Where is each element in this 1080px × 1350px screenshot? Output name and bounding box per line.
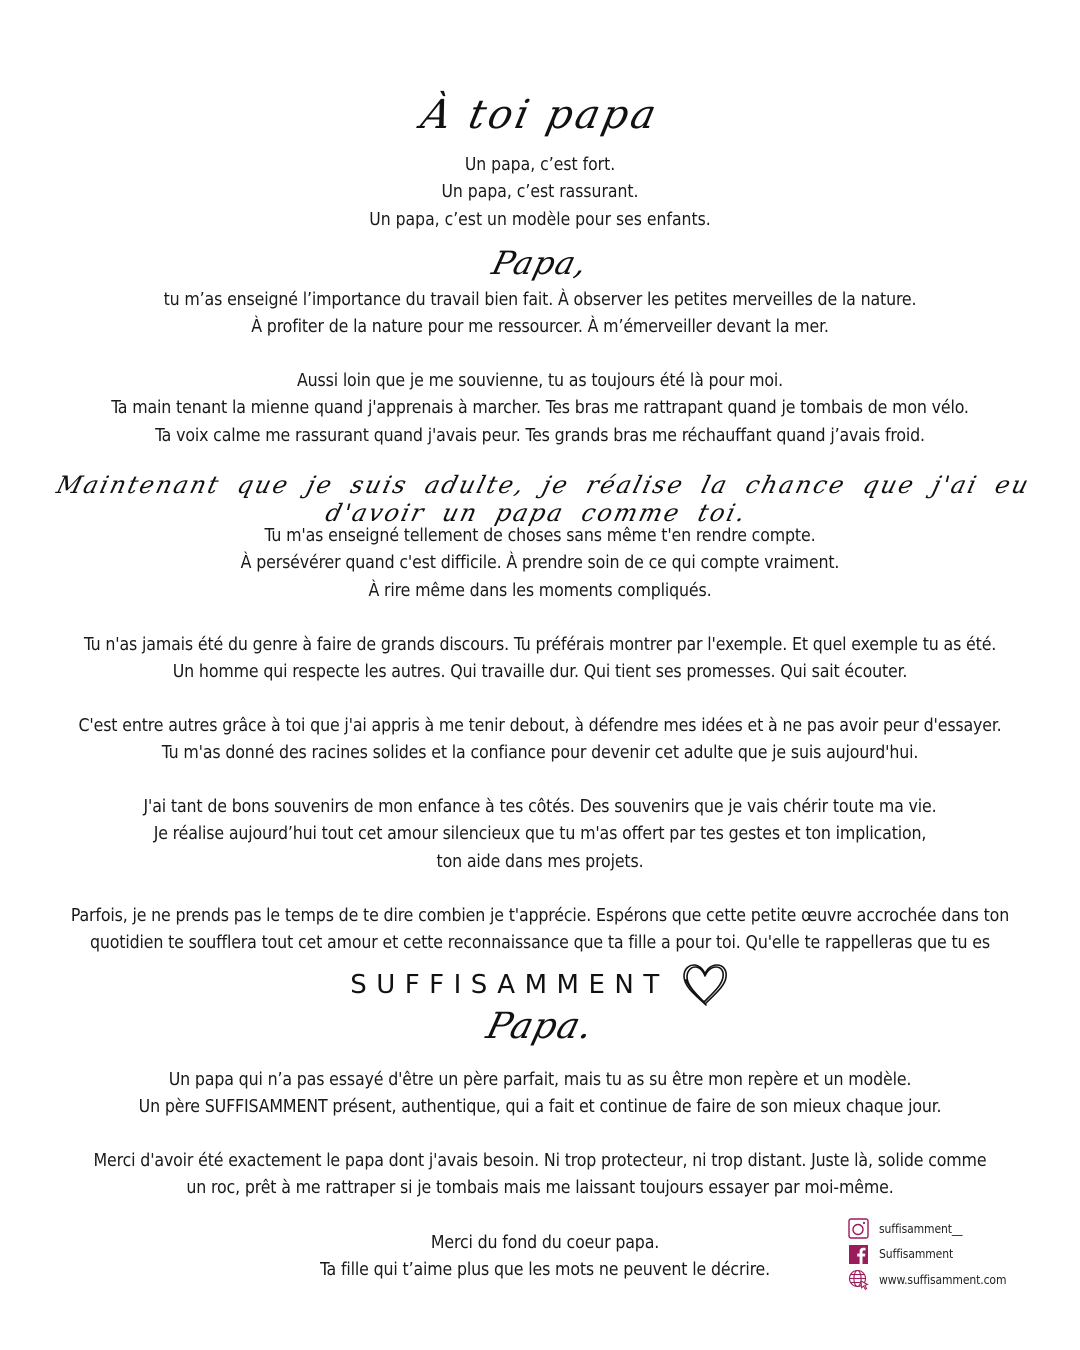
brand-name: SUFFISAMMENT	[350, 970, 669, 1000]
social-item-instagram[interactable]	[848, 1216, 1048, 1242]
brand-wordmark	[0, 962, 1080, 1006]
instagram-handle: suffisamment__	[879, 1221, 963, 1236]
paragraph-line: À rire même dans les moments compliqués.	[368, 580, 712, 601]
paragraph-line: C'est entre autres grâce à toi que j'ai appris à me tenir debout, à défendre mes idées et à ne pas avoir peur d'essayer.	[78, 716, 1002, 736]
paragraph-line: Tu n'as jamais été du genre à faire de grands discours. Tu préférais montrer par l'exemple. Et quel exemple tu as été.	[83, 635, 997, 655]
intro-lines	[0, 152, 1080, 234]
paragraph-line: un roc, prêt à me rattraper si je tombais mais me laissant toujours essayer par moi-même.	[186, 1178, 894, 1199]
paragraph	[0, 368, 1080, 450]
paragraph-line: Aussi loin que je me souvienne, tu as toujours été là pour moi.	[296, 371, 784, 391]
paragraph-line: J'ai tant de bons souvenirs de mon enfance à tes côtés. Des souvenirs que je vais chérir toute ma vie.	[143, 797, 937, 817]
social-item-website[interactable]	[848, 1267, 1048, 1293]
paragraph	[0, 287, 1080, 342]
paragraph-line: Un père SUFFISAMMENT présent, authentique, qui a fait et continue de faire de son mieux chaque jour.	[138, 1097, 942, 1118]
paragraph-line: ton aide dans mes projets.	[436, 851, 644, 872]
paragraph-line: Tu m'as enseigné tellement de choses sans même t'en rendre compte.	[264, 526, 816, 546]
globe-cursor-icon	[848, 1269, 869, 1290]
paragraph-line: À persévérer quand c'est difficile. À prendre soin de ce qui compte vraiment.	[240, 553, 840, 574]
paragraph-line: tu m’as enseigné l’importance du travail bien fait. À observer les petites merveilles de la nature.	[163, 290, 917, 310]
heart-outline-icon	[680, 962, 730, 1008]
closing-script: Papa.	[482, 1006, 598, 1047]
website-url: www.suffisamment.com	[879, 1272, 1007, 1287]
paragraph	[0, 632, 1080, 687]
intro-line: Un papa, c’est un modèle pour ses enfants.	[369, 209, 711, 230]
script-banner: Maintenant que je suis adulte, je réalise la chance que j'ai eu d'avoir un papa comme toi.	[53, 471, 1034, 527]
paragraph-line: Parfois, je ne prends pas le temps de te dire combien je t'apprécie. Espérons que cette petite œuvre accrochée dans ton	[70, 906, 1010, 926]
paragraph	[0, 903, 1080, 958]
intro-line: Un papa, c’est fort.	[464, 155, 616, 175]
page-title: À toi papa	[417, 92, 663, 138]
paragraph	[0, 794, 1080, 876]
social-links	[848, 1216, 1048, 1293]
social-item-facebook[interactable]	[848, 1242, 1048, 1268]
paragraph-line: Merci d'avoir été exactement le papa dont j'avais besoin. Ni trop protecteur, ni trop distant. Juste là, solide comme	[93, 1151, 987, 1171]
paragraph-line: quotidien te soufflera tout cet amour et cette reconnaissance que ta fille a pour toi. Qu'elle te rappelleras que tu es	[89, 933, 990, 954]
paragraph-line: Ta main tenant la mienne quand j'apprenais à marcher. Tes bras me rattrapant quand je tombais de mon vélo.	[111, 398, 969, 419]
signature-line: Merci du fond du coeur papa.	[430, 1233, 660, 1253]
intro-line: Un papa, c’est rassurant.	[441, 182, 639, 203]
paragraph-line: Je réalise aujourd’hui tout cet amour silencieux que tu m'as offert par tes gestes et ton implication,	[153, 824, 927, 845]
facebook-icon	[848, 1244, 869, 1265]
paragraph-line: Tu m'as donné des racines solides et la confiance pour devenir cet adulte que je suis aujourd'hui.	[161, 743, 919, 764]
signature-line: Ta fille qui t’aime plus que les mots ne peuvent le décrire.	[319, 1260, 771, 1281]
paragraph	[0, 713, 1080, 768]
instagram-icon	[848, 1218, 869, 1239]
paragraph-line: Ta voix calme me rassurant quand j'avais peur. Tes grands bras me réchauffant quand j’avais froid.	[155, 425, 925, 446]
salutation: Papa,	[488, 244, 592, 282]
paragraph	[0, 1067, 1080, 1122]
paragraph	[0, 523, 1080, 605]
paragraph-line: À profiter de la nature pour me ressourcer. À m’émerveiller devant la mer.	[251, 317, 829, 338]
paragraph	[0, 1148, 1080, 1203]
paragraph-line: Un papa qui n’a pas essayé d'être un père parfait, mais tu as su être mon repère et un modèle.	[168, 1070, 912, 1090]
paragraph-line: Un homme qui respecte les autres. Qui travaille dur. Qui tient ses promesses. Qui sait écouter.	[172, 662, 908, 683]
facebook-page: Suffisamment	[879, 1247, 954, 1262]
